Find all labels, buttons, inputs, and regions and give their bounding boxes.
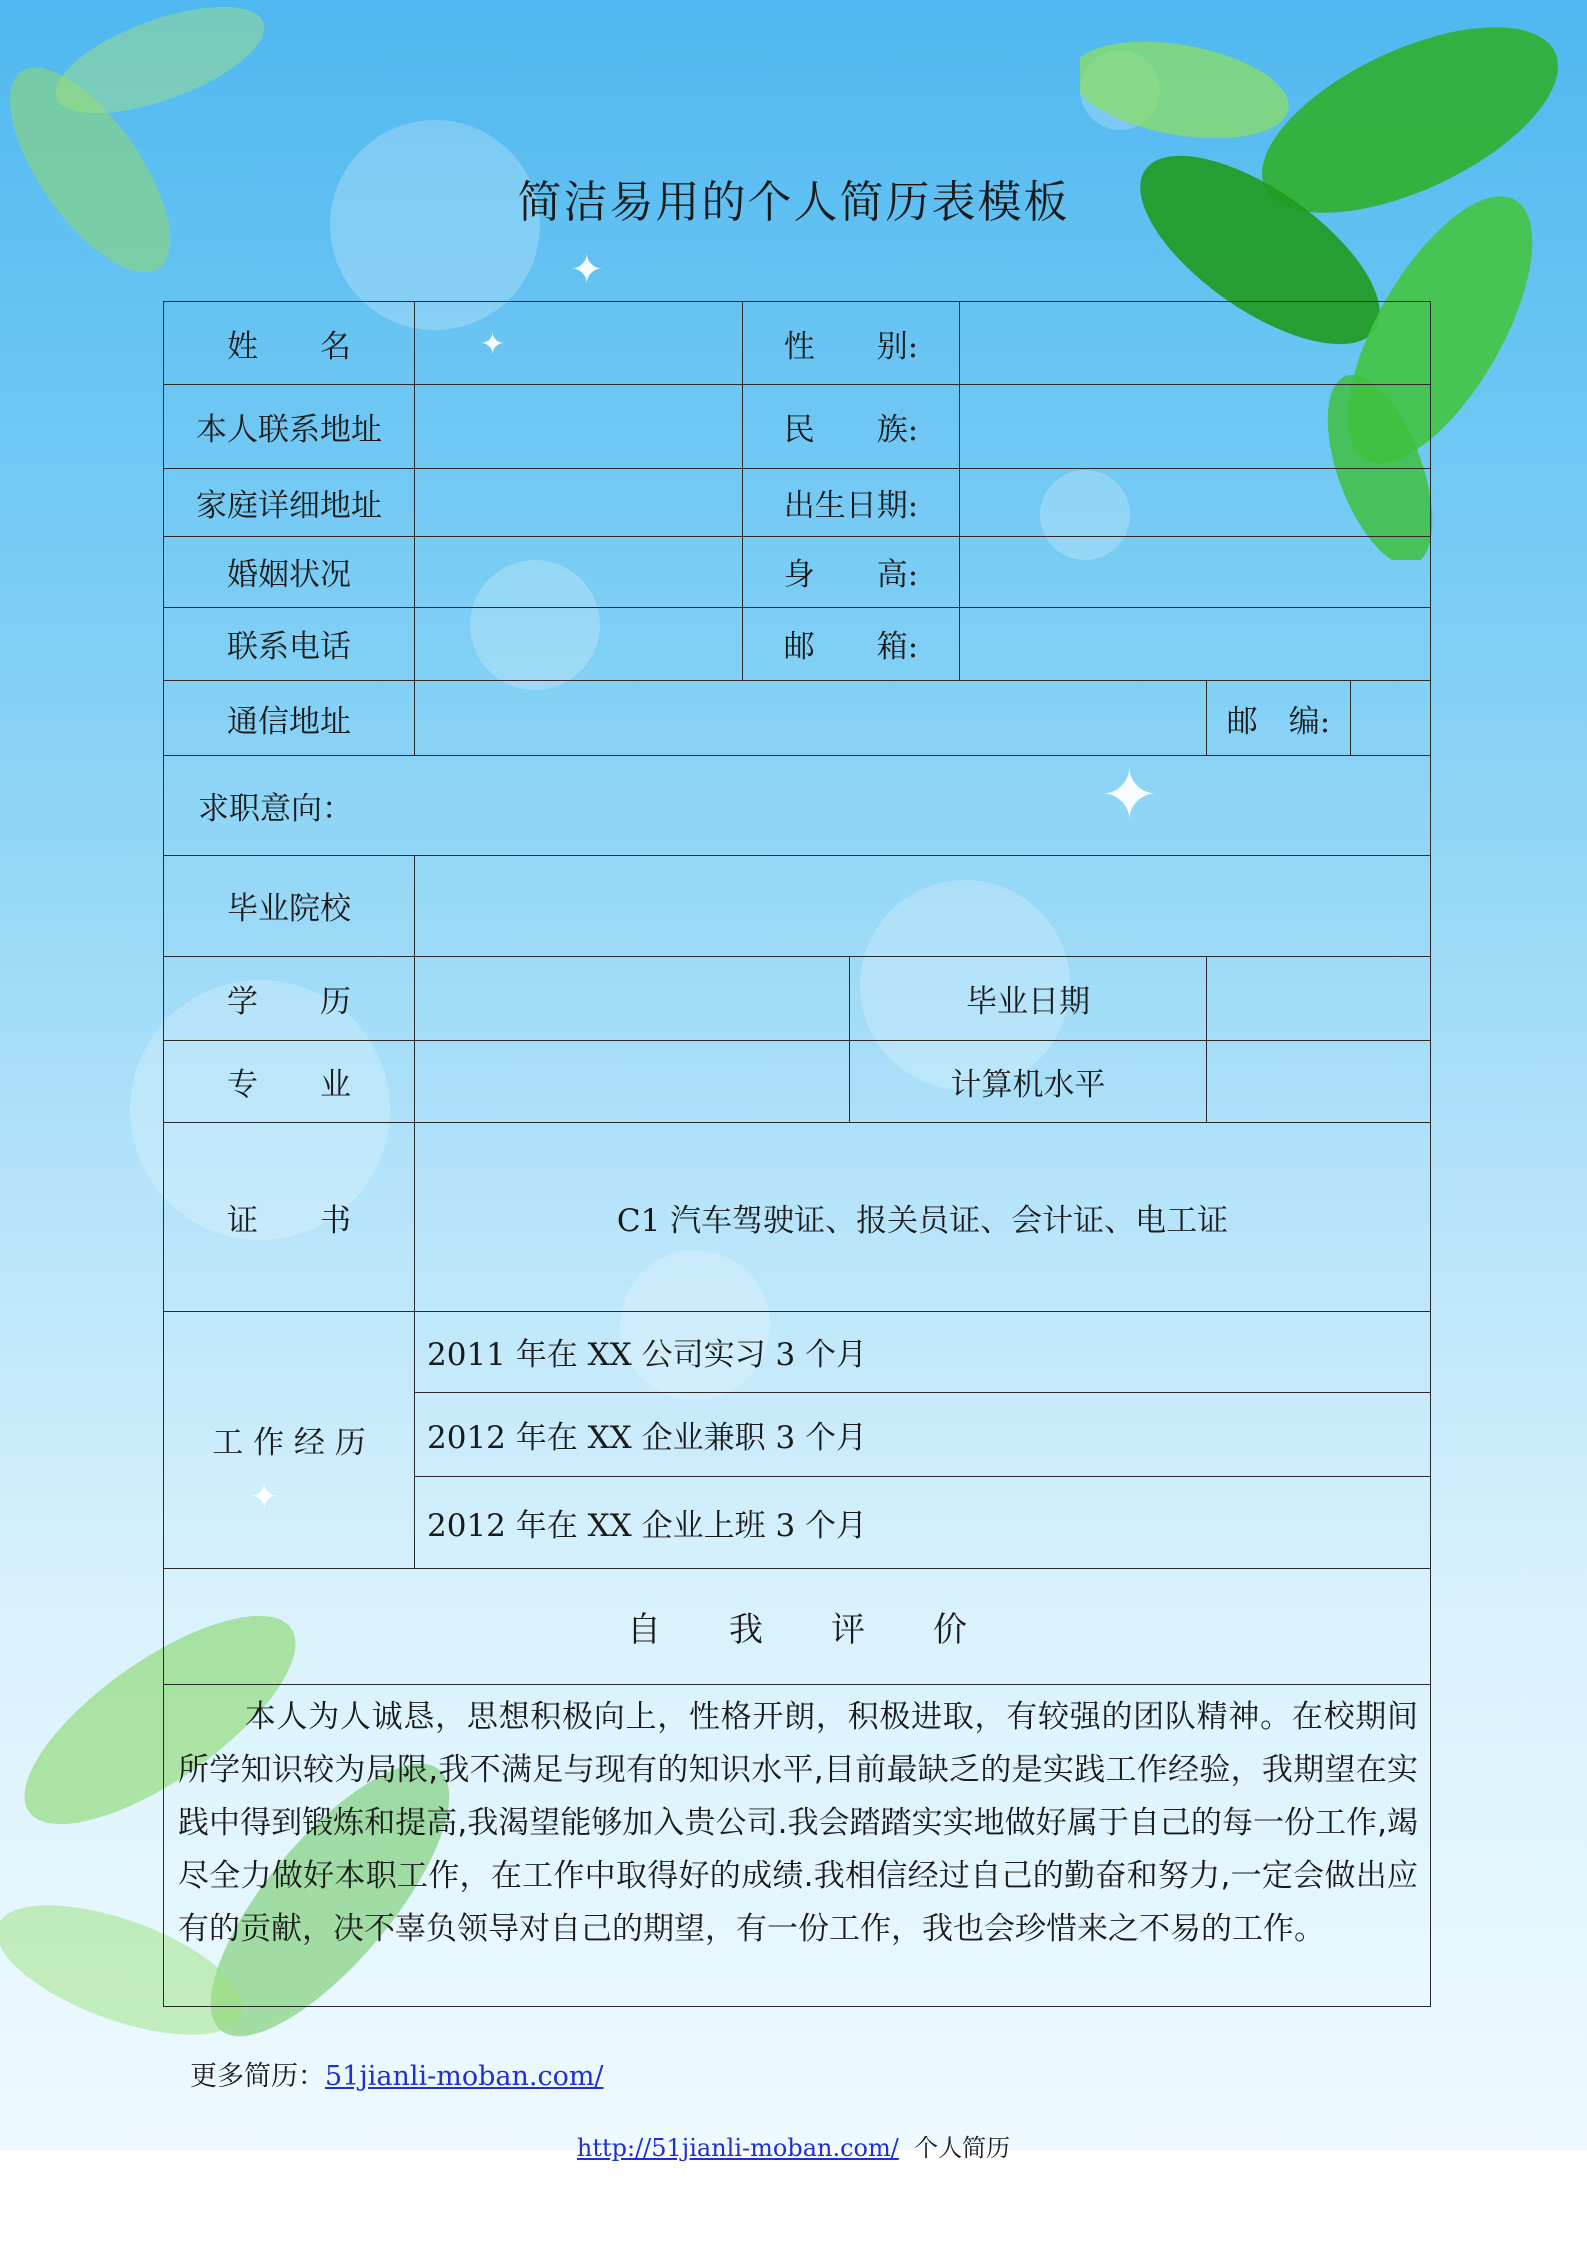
school-label: 毕业院校 — [164, 855, 415, 956]
major-label: 专 业 — [164, 1041, 415, 1123]
home-address-label: 家庭详细地址 — [164, 469, 415, 536]
computer-level-label: 计算机水平 — [850, 1041, 1207, 1123]
sparkle-icon: ✦ — [570, 247, 604, 293]
footer-text: 个人简历 — [914, 2134, 1011, 2162]
self-evaluation-text — [164, 1684, 1431, 2006]
work-item: 2012 年在 XX 企业上班 3 个月 — [415, 1477, 1431, 1568]
postcode-field[interactable] — [1351, 681, 1431, 756]
grad-date-label: 毕业日期 — [850, 956, 1207, 1040]
ethnicity-field[interactable] — [960, 385, 1431, 469]
resume-table — [163, 301, 1431, 2007]
more-resumes-label: 更多简历： — [190, 2061, 325, 2092]
height-label: 身 高: — [743, 536, 960, 607]
computer-level-field[interactable] — [1207, 1041, 1431, 1123]
major-field[interactable] — [415, 1041, 850, 1123]
ethnicity-label: 民 族: — [743, 385, 960, 469]
name-label: 姓 名 — [164, 302, 415, 385]
page-footer — [0, 2128, 1587, 2163]
phone-label: 联系电话 — [164, 607, 415, 680]
postcode-label: 邮 编: — [1207, 681, 1351, 756]
mail-address-field[interactable] — [415, 681, 1207, 756]
birth-date-label: 出生日期: — [743, 469, 960, 536]
home-address-field[interactable] — [415, 469, 743, 536]
contact-address-field[interactable] — [415, 385, 743, 469]
work-experience-label: 工 作 经 历 — [164, 1311, 415, 1568]
phone-field[interactable] — [415, 607, 743, 680]
self-evaluation-body: 本人为人诚恳，思想积极向上，性格开朗，积极进取，有较强的团队精神。在校期间所学知识较为局限,我不满足与现有的知识水平,目前最缺乏的是实践工作经验，我期望在实践中得到锻炼和提高,我渴望能够加入贵公司.我会踏踏实实地做好属于自己的每一份工作,竭尽全力做好本职工作，在工作中取得好的成绩.我相信经过自己的勤奋和努力,一定会做出应有的贡献，决不辜负领导对自己的期望，有一份工作，我也会珍惜来之不易的工作。 — [178, 1698, 1419, 1947]
height-field[interactable] — [960, 536, 1431, 607]
job-intent-label: 求职意向： — [164, 756, 1431, 855]
marital-status-label: 婚姻状况 — [164, 536, 415, 607]
more-resumes-link[interactable]: 51jianli-moban.com/ — [325, 2061, 604, 2092]
school-field[interactable] — [415, 855, 1431, 956]
email-label: 邮 箱: — [743, 607, 960, 680]
email-field[interactable] — [960, 607, 1431, 680]
education-label: 学 历 — [164, 956, 415, 1040]
self-evaluation-heading: 自 我 评 价 — [164, 1568, 1431, 1684]
contact-address-label: 本人联系地址 — [164, 385, 415, 469]
gender-label: 性 别: — [743, 302, 960, 385]
more-resumes-line — [190, 2054, 604, 2093]
work-item: 2012 年在 XX 企业兼职 3 个月 — [415, 1393, 1431, 1477]
birth-date-field[interactable] — [960, 469, 1431, 536]
marital-status-field[interactable] — [415, 536, 743, 607]
gender-field[interactable] — [960, 302, 1431, 385]
certificate-label: 证 书 — [164, 1123, 415, 1312]
name-field[interactable] — [415, 302, 743, 385]
work-item: 2011 年在 XX 公司实习 3 个月 — [415, 1311, 1431, 1392]
grad-date-field[interactable] — [1207, 956, 1431, 1040]
page-title: 简洁易用的个人简历表模板 — [517, 177, 1070, 228]
sparkle-icon: ✦ — [1100, 754, 1159, 836]
certificate-value: C1 汽车驾驶证、报关员证、会计证、电工证 — [415, 1123, 1431, 1312]
footer-link[interactable]: http://51jianli-moban.com/ — [576, 2134, 899, 2162]
education-field[interactable] — [415, 956, 850, 1040]
mail-address-label: 通信地址 — [164, 681, 415, 756]
sparkle-icon: ✦ — [250, 1477, 279, 1517]
sparkle-icon: ✦ — [480, 327, 506, 362]
